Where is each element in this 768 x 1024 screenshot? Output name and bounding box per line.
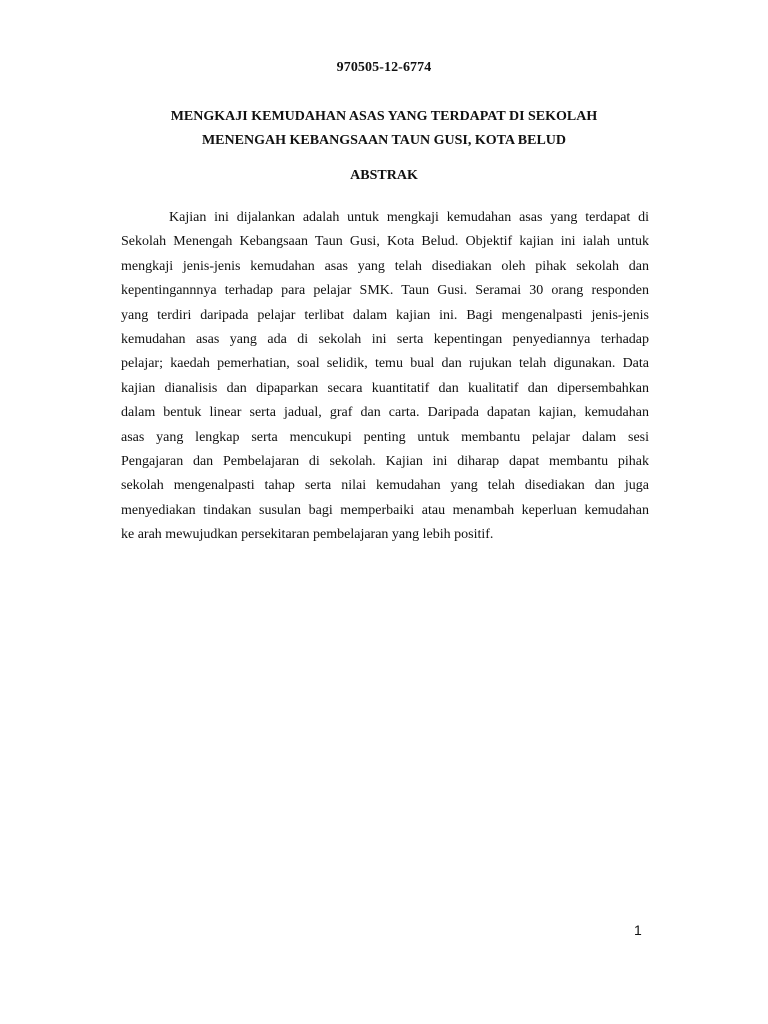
abstract-line: ke arah mewujudkan persekitaran pembelajaran yang lebih positif. xyxy=(121,527,494,543)
id-number: 970505-12-6774 xyxy=(336,60,432,75)
abstract-paragraph xyxy=(121,206,649,548)
abstract-line: sekolah mengenalpasti tahap serta nilai kemudahan yang telah disediakan dan juga xyxy=(121,478,649,494)
abstract-line: yang terdiri daripada pelajar terlibat dalam kajian ini. Bagi mengenalpasti jenis-jenis xyxy=(121,307,649,323)
abstract-line: dalam bentuk linear serta jadual, graf dan carta. Daripada dapatan kajian, kemudahan xyxy=(121,405,649,421)
document-title xyxy=(120,105,648,153)
title-line-1: MENGKAJI KEMUDAHAN ASAS YANG TERDAPAT DI SEKOLAH xyxy=(170,109,598,124)
abstract-line: Sekolah Menengah Kebangsaan Taun Gusi, Kota Belud. Objektif kajian ini ialah untuk xyxy=(121,234,649,250)
abstract-line: kepentingannnya terhadap para pelajar SMK. Taun Gusi. Seramai 30 orang responden xyxy=(121,283,649,299)
abstract-line: pelajar; kaedah pemerhatian, soal selidik, temu bual dan rujukan telah digunakan. Data xyxy=(121,356,649,372)
abstract-line: mengkaji jenis-jenis kemudahan asas yang telah disediakan oleh pihak sekolah dan xyxy=(121,258,649,274)
abstract-line: menyediakan tindakan susulan bagi memperbaiki atau menambah keperluan kemudahan xyxy=(121,502,649,518)
abstract-line: asas yang lengkap serta mencukupi penting untuk membantu pelajar dalam sesi xyxy=(121,429,649,445)
page-number: 1 xyxy=(634,922,642,938)
abstract-heading: ABSTRAK xyxy=(350,168,418,183)
abstract-line: kemudahan asas yang ada di sekolah ini serta kepentingan penyediannya terhadap xyxy=(121,332,649,348)
title-line-2: MENENGAH KEBANGSAAN TAUN GUSI, KOTA BELUD xyxy=(201,133,567,148)
abstract-line: kajian dianalisis dan dipaparkan secara kuantitatif dan kualitatif dan dipersembahkan xyxy=(121,380,649,396)
abstract-line: Pengajaran dan Pembelajaran di sekolah. Kajian ini diharap dapat membantu pihak xyxy=(121,454,649,470)
abstract-line: Kajian ini dijalankan adalah untuk mengkaji kemudahan asas yang terdapat di xyxy=(169,210,649,225)
